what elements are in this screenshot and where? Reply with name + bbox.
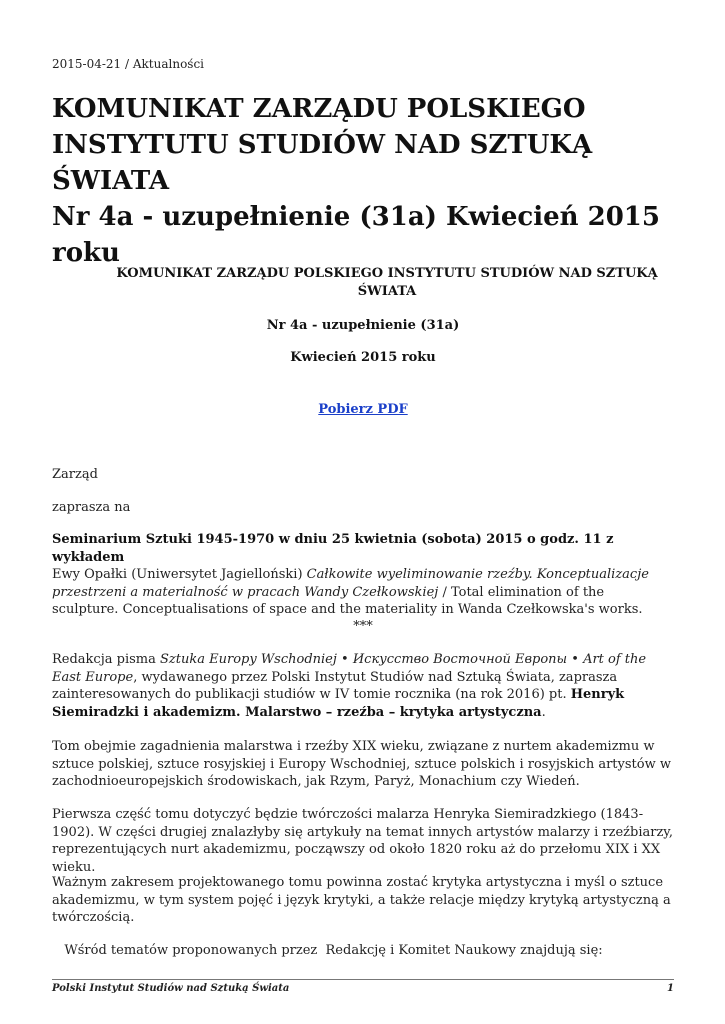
announcement-header-line: KOMUNIKAT ZARZĄDU POLSKIEGO INSTYTUTU STUDIÓW NAD SZTUKĄ — [116, 266, 658, 281]
pdf-link-wrap — [52, 401, 674, 419]
announcement-number: Nr 4a - uzupełnienie (31a) — [266, 318, 460, 333]
footer-publisher: Polski Instytut Studiów nad Sztuką Świata — [52, 983, 290, 994]
title-line: Nr 4a - uzupełnienie (31a) Kwiecień 2015 — [52, 202, 660, 232]
seminar-lecturer: Ewy Opałki (Uniwersytet Jagielloński) — [52, 567, 307, 582]
paragraph-pierwsza: Pierwsza część tomu dotyczyć będzie twórczości malarza Henryka Siemiradzkiego (1843-1902). W części drugiej znalazłyby się artykuły na temat innych artystów malarzy i rzeźbiarzy, reprezentujących nurt akademizmu, począwszy od około 1820 roku aż do przełomu XIX i XX wieku. — [52, 807, 674, 875]
redakcja-end: . — [541, 704, 546, 720]
paragraph-tom: Tom obejmie zagadnienia malarstwa i rzeźby XIX wieku, związane z nurtem akademizmu w sztuce polskiej, sztuce rosyjskiej i Europy Wschodniej, sztuce polskich i rosyjskich artystów w zachodnioeuropejskich środowiskach, jak Rzym, Paryż, Monachium czy Wiedeń. — [52, 739, 671, 789]
download-pdf-link[interactable]: Pobierz PDF — [318, 402, 408, 417]
journal-title: Sztuka Europy Wschodniej • Искусство Восточной Европы • Art of the East Europe — [52, 652, 647, 685]
paragraph-zaprasza: zaprasza na — [52, 500, 131, 515]
announcement-header — [52, 265, 674, 301]
paragraph-redakcja — [52, 651, 674, 721]
page-title — [52, 91, 674, 271]
paragraph-seminar — [52, 531, 674, 619]
redakcja-text: , wydawanego przez Polski Instytut Studiów nad Sztuką Świata, zaprasza zainteresowanych do publikacji studiów w IV tomie rocznika (na rok 2016) pt. — [52, 669, 618, 702]
footer-divider — [52, 979, 674, 980]
paragraph-zarzad: Zarząd — [52, 467, 98, 482]
seminar-lecture-translation: / Total elimination of the sculpture. Conceptualisations of space and the materiality in Wanda Czełkowska's works. — [52, 584, 643, 617]
seminar-title: Seminarium Sztuki 1945-1970 w dniu 25 kwietnia (sobota) 2015 o godz. 11 z wykładem — [52, 532, 614, 565]
paragraph-wsrod: Wśród tematów proponowanych przez Redakcję i Komitet Naukowy znajdują się: — [52, 943, 603, 958]
title-line: INSTYTUTU STUDIÓW NAD SZTUKĄ ŚWIATA — [52, 130, 593, 196]
post-meta: 2015-04-21 / Aktualności — [52, 57, 205, 71]
page-footer — [52, 983, 674, 994]
page-number: 1 — [667, 983, 674, 994]
announcement-header-line: ŚWIATA — [357, 284, 417, 299]
redakcja-text: Redakcja pisma — [52, 652, 160, 667]
title-line: roku — [52, 238, 120, 268]
announcement-date: Kwiecień 2015 roku — [290, 350, 436, 365]
paragraph-waznym: Ważnym zakresem projektowanego tomu powinna zostać krytyka artystyczna i myśl o sztuce akademizmu, w tym system pojęć i język krytyki, a także relacje między krytyką artystyczną a twórczością. — [52, 875, 671, 925]
volume-title: Henryk Siemiradzki i akademizm. Malarstwo – rzeźba – krytyka artystyczna — [52, 687, 625, 720]
separator: *** — [353, 619, 373, 634]
seminar-lecture-title: Całkowite wyeliminowanie rzeźby. Konceptualizacje przestrzeni a materialność w pracach Wandy Czełkowskiej — [52, 567, 649, 600]
title-line: KOMUNIKAT ZARZĄDU POLSKIEGO — [52, 94, 586, 124]
